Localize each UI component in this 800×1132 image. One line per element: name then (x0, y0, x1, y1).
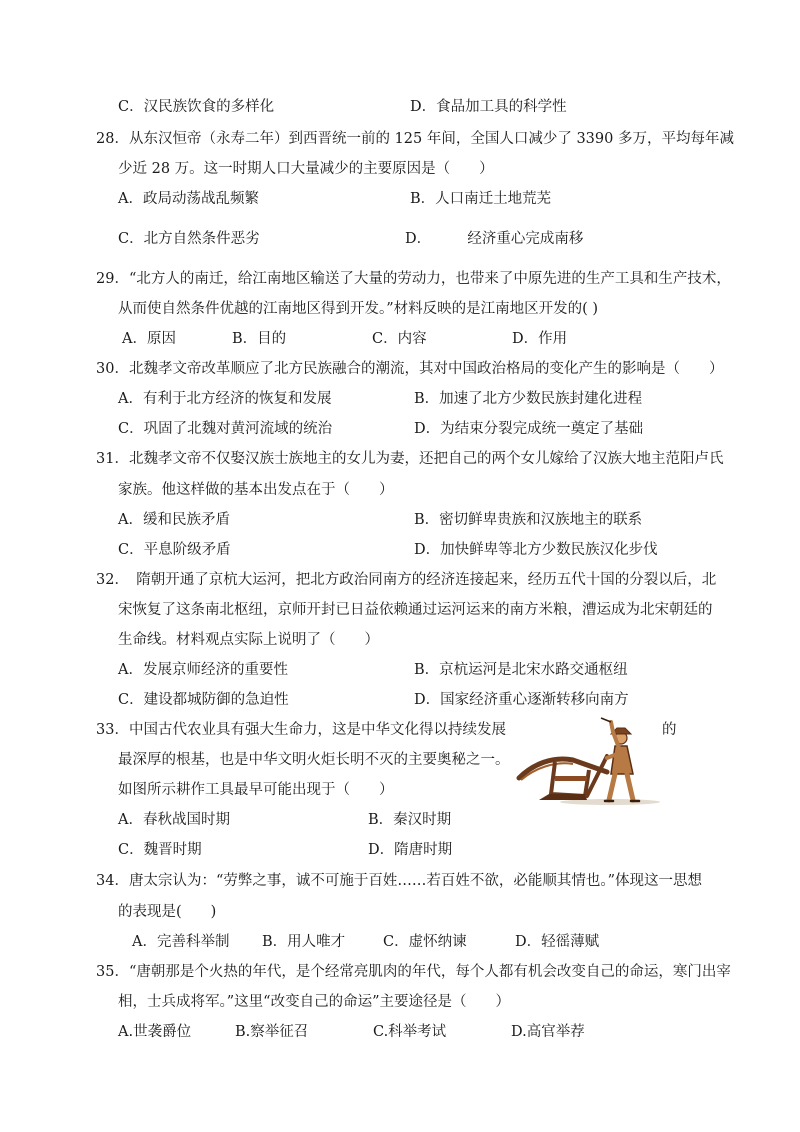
q31-option-b: B．密切鲜卑贵族和汉族地主的联系 (414, 512, 643, 528)
q30-option-d: D．为结束分裂完成统一奠定了基础 (414, 421, 644, 437)
q35-option-c: C.科举考试 (373, 1024, 447, 1040)
prev-option-d: D．食品加工具的科学性 (410, 99, 567, 115)
q28-stem-line1: 28．从东汉恒帝（永寿二年）到西晋统一前的 125 年间，全国人口减少了 3390 多万，平均每年减 (96, 131, 734, 147)
q34-option-c: C．虚怀纳谏 (383, 934, 467, 950)
q35-stem-line2: 相，士兵成将军。”这里“改变自己的命运”主要途径是（ ） (118, 994, 510, 1010)
q29-stem-line2: 从而使自然条件优越的江南地区得到开发。”材料反映的是江南地区开发的( ) (118, 301, 599, 317)
q30-stem-line1: 30．北魏孝文帝改革顺应了北方民族融合的潮流，其对中国政治格局的变化产生的影响是（ ） (96, 361, 724, 377)
q33-stem-line1: 33．中国古代农业具有强大生命力，这是中华文化得以持续发展 (96, 722, 506, 738)
q28-stem-line2: 少近 28 万。这一时期人口大量减少的主要原因是（ ） (118, 161, 494, 177)
q32-stem-line3: 生命线。材料观点实际上说明了（ ） (118, 632, 379, 648)
q35-option-b: B.察举征召 (235, 1024, 309, 1040)
q33-option-d: D．隋唐时期 (368, 842, 453, 858)
plough-farmer-illustration (515, 716, 665, 808)
q30-option-c: C．巩固了北魏对黄河流域的统治 (118, 421, 333, 437)
q35-option-d: D.高官举荐 (511, 1024, 585, 1040)
q31-stem-line1: 31．北魏孝文帝不仅娶汉族士族地主的女儿为妻，还把自己的两个女儿嫁给了汉族大地主范阳卢氏 (96, 451, 724, 467)
q33-option-c: C．魏晋时期 (118, 842, 202, 858)
q29-option-a: A．原因 (122, 331, 176, 347)
q34-option-b: B．用人唯才 (262, 934, 346, 950)
q31-option-d: D．加快鲜卑等北方少数民族汉化步伐 (414, 542, 658, 558)
q31-option-c: C．平息阶级矛盾 (118, 542, 231, 558)
q28-option-b: B．人口南迁土地荒芜 (410, 191, 552, 207)
q34-stem-line2: 的表现是( ) (118, 904, 217, 920)
q29-stem-line1: 29．“北方人的南迁，给江南地区输送了大量的劳动力，也带来了中原先进的生产工具和生产技术， (96, 271, 731, 287)
q33-stem-line2: 最深厚的根基，也是中华文明火炬长明不灭的主要奥秘之一。 (118, 752, 510, 768)
q30-option-b: B．加速了北方少数民族封建化进程 (414, 391, 643, 407)
q28-option-c: C．北方自然条件恶劣 (118, 231, 260, 247)
q32-stem-line2: 宋恢复了这条南北枢纽，京师开封已日益依赖通过运河运来的南方米粮，漕运成为北宋朝廷的 (118, 602, 713, 618)
q33-stem-line1-tail: 的 (662, 722, 677, 738)
q33-option-b: B．秦汉时期 (368, 812, 452, 828)
q29-option-b: B．目的 (232, 331, 287, 347)
q32-option-b: B．京杭运河是北宋水路交通枢纽 (414, 662, 628, 678)
q34-option-a: A．完善科举制 (132, 934, 230, 950)
q28-option-a: A．政局动荡战乱频繁 (118, 191, 259, 207)
q32-option-a: A．发展京师经济的重要性 (118, 662, 288, 678)
q32-option-c: C．建设都城防御的急迫性 (118, 692, 289, 708)
q31-stem-line2: 家族。他这样做的基本出发点在于（ ） (118, 482, 394, 498)
q32-stem-line1: 32． 隋朝开通了京杭大运河，把北方政治同南方的经济连接起来，经历五代十国的分裂以后，北 (96, 572, 717, 588)
q32-option-d: D．国家经济重心逐渐转移向南方 (414, 692, 629, 708)
q35-stem-line1: 35．“唐朝那是个火热的年代，是个经常亮肌肉的年代，每个人都有机会改变自己的命运，寒门出宰 (96, 964, 731, 980)
q34-stem-line1: 34．唐太宗认为：“劳弊之事，诚不可施于百姓……若百姓不欲，必能顺其情也。”体现这一思想 (96, 873, 703, 889)
q29-option-c: C．内容 (372, 331, 427, 347)
q31-option-a: A．缓和民族矛盾 (118, 512, 230, 528)
q30-option-a: A．有利于北方经济的恢复和发展 (118, 391, 332, 407)
q33-option-a: A．春秋战国时期 (118, 812, 230, 828)
q34-option-d: D．轻徭薄赋 (515, 934, 600, 950)
q28-option-d: D． 经济重心完成南移 (405, 231, 584, 247)
q35-option-a: A.世袭爵位 (118, 1024, 192, 1040)
q29-option-d: D．作用 (512, 331, 568, 347)
q33-stem-line3: 如图所示耕作工具最早可能出现于（ ） (118, 782, 394, 798)
prev-option-c: C．汉民族饮食的多样化 (118, 99, 275, 115)
